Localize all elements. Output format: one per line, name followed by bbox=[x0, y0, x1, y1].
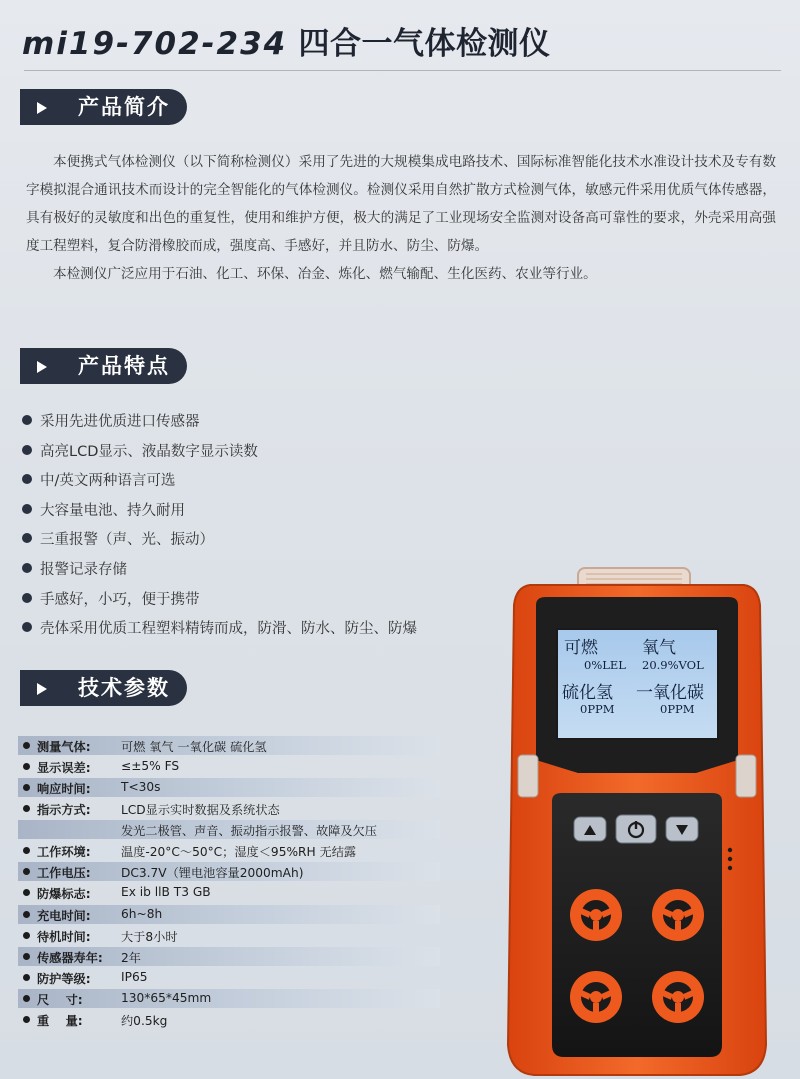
down-button bbox=[666, 817, 698, 841]
spec-value: 2年 bbox=[121, 950, 141, 965]
intro-text bbox=[26, 148, 776, 288]
feature-text: 报警记录存储 bbox=[40, 561, 127, 578]
list-item bbox=[22, 497, 417, 527]
spec-value: Ex ib llB T3 GB bbox=[121, 885, 211, 900]
title-divider bbox=[24, 70, 781, 71]
section-title: 产品简介 bbox=[78, 95, 170, 119]
bullet-icon bbox=[22, 474, 32, 484]
spec-value: 温度-20°C～50°C；湿度＜95%RH 无结露 bbox=[121, 845, 357, 860]
spec-value: IP65 bbox=[121, 969, 148, 984]
bullet-icon bbox=[22, 415, 32, 425]
lcd-reading: 0PPM bbox=[580, 702, 615, 716]
power-button bbox=[616, 815, 656, 843]
bullet-icon bbox=[23, 911, 30, 918]
bullet-icon bbox=[23, 742, 30, 749]
lcd-gas-name: 氧气 bbox=[642, 638, 676, 658]
spec-value: T<30s bbox=[121, 780, 161, 795]
sensor-port-1 bbox=[570, 889, 622, 941]
bullet-icon bbox=[23, 995, 30, 1002]
bullet-icon bbox=[23, 805, 30, 812]
spec-label: 测量气体: bbox=[37, 740, 91, 754]
spec-row bbox=[18, 735, 440, 756]
spec-row bbox=[18, 1009, 440, 1030]
list-item bbox=[22, 467, 417, 497]
feature-text: 采用先进优质进口传感器 bbox=[40, 414, 200, 430]
spec-label: 响应时间: bbox=[37, 782, 91, 797]
section-header-intro bbox=[20, 89, 187, 125]
spec-label: 充电时间: bbox=[37, 908, 91, 923]
triangle-icon bbox=[37, 102, 47, 114]
spec-row bbox=[18, 861, 440, 882]
bullet-icon bbox=[23, 763, 30, 770]
section-header-specs bbox=[20, 670, 187, 706]
feature-text: 中/英文两种语言可选 bbox=[40, 473, 176, 490]
bullet-icon bbox=[23, 974, 30, 981]
section-header-features bbox=[20, 348, 187, 384]
spec-value: ≤±5% FS bbox=[121, 759, 180, 774]
sensor-port-4 bbox=[652, 971, 704, 1023]
spec-label: 防爆标志: bbox=[37, 887, 91, 902]
model-number: mi19-702-234 bbox=[22, 26, 288, 62]
lcd-gas-name: 一氧化碳 bbox=[636, 683, 704, 703]
bullet-icon bbox=[22, 593, 32, 603]
spec-value: 发光二极管、声音、振动指示报警、故障及欠压 bbox=[121, 824, 377, 839]
feature-text: 手感好，小巧，便于携带 bbox=[40, 591, 200, 608]
bullet-icon bbox=[22, 445, 32, 455]
left-grille bbox=[518, 755, 538, 797]
list-item bbox=[22, 615, 417, 645]
spec-label: 尺 寸: bbox=[37, 992, 83, 1007]
spec-row bbox=[18, 904, 440, 925]
list-item bbox=[22, 526, 417, 556]
spec-value: LCD显示实时数据及系统状态 bbox=[121, 803, 280, 818]
product-name: 四合一气体检测仪 bbox=[298, 26, 551, 62]
lcd-reading: 20.9%VOL bbox=[642, 658, 704, 672]
spec-label: 指示方式: bbox=[37, 803, 91, 818]
bullet-icon bbox=[23, 953, 30, 960]
triangle-icon bbox=[37, 683, 47, 695]
spec-row bbox=[18, 840, 440, 861]
bullet-icon bbox=[22, 504, 32, 514]
up-button bbox=[574, 817, 606, 841]
list-item bbox=[22, 408, 417, 438]
spec-value: 大于8小时 bbox=[121, 929, 178, 944]
page-title bbox=[22, 18, 551, 63]
sensor-port-2 bbox=[652, 889, 704, 941]
bullet-icon bbox=[23, 932, 30, 939]
spec-row bbox=[18, 756, 440, 777]
lcd-reading: 0%LEL bbox=[584, 658, 626, 672]
bullet-icon bbox=[22, 533, 32, 543]
section-title: 技术参数 bbox=[78, 676, 170, 700]
spec-row bbox=[18, 777, 440, 798]
spec-row bbox=[18, 925, 440, 946]
spec-label: 工作电压: bbox=[37, 866, 91, 881]
bullet-icon bbox=[22, 563, 32, 573]
spec-label: 待机时间: bbox=[37, 929, 91, 944]
spec-value: DC3.7V（锂电池容量2000mAh) bbox=[121, 866, 304, 881]
spec-value: 约0.5kg bbox=[121, 1014, 168, 1029]
bullet-icon bbox=[23, 889, 30, 896]
section-title: 产品特点 bbox=[78, 354, 170, 378]
feature-text: 大容量电池、持久耐用 bbox=[40, 502, 185, 519]
triangle-icon bbox=[37, 361, 47, 373]
bullet-icon bbox=[22, 622, 32, 632]
spec-label: 工作环境: bbox=[37, 845, 91, 860]
list-item bbox=[22, 556, 417, 586]
lcd-gas-name: 可燃 bbox=[564, 638, 598, 658]
list-item bbox=[22, 438, 417, 468]
right-grille bbox=[736, 755, 756, 797]
spec-label: 重 量: bbox=[37, 1014, 83, 1029]
feature-list bbox=[22, 408, 417, 645]
spec-row bbox=[18, 946, 440, 967]
spec-row bbox=[18, 988, 440, 1009]
spec-row bbox=[18, 882, 440, 903]
spec-label: 传感器寿年: bbox=[37, 950, 103, 965]
lcd-screen bbox=[556, 628, 719, 740]
feature-text: 高亮LCD显示、液晶数字显示读数 bbox=[40, 443, 258, 460]
spec-value: 6h~8h bbox=[121, 906, 163, 921]
feature-text: 壳体采用优质工程塑料精铸而成，防滑、防水、防尘、防爆 bbox=[40, 621, 417, 638]
intro-paragraph: 本检测仪广泛应用于石油、化工、环保、冶金、炼化、燃气输配、生化医药、农业等行业。 bbox=[53, 266, 597, 282]
spec-value: 可燃 氧气 一氧化碳 硫化氢 bbox=[121, 740, 267, 754]
gas-detector-device bbox=[506, 565, 768, 1079]
bullet-icon bbox=[23, 847, 30, 854]
sensor-port-3 bbox=[570, 971, 622, 1023]
spec-row bbox=[18, 967, 440, 988]
spec-row bbox=[18, 798, 440, 840]
spec-value: 130*65*45mm bbox=[121, 990, 212, 1005]
spec-label: 显示误差: bbox=[37, 761, 91, 776]
intro-paragraph: 本便携式气体检测仪（以下简称检测仪）采用了先进的大规模集成电路技术、国际标准智能化技术水准设计技术及专有数字模拟混合通讯技术而设计的完全智能化的气体检测仪。检测仪采用自然扩散方式检测气体，敏感元件采用优质气体传感器，具有极好的灵敏度和出色的重复性，使用和维护方便，极大的满足了工业现场安全监测对设备高可靠性的要求，外壳采用高强度工程塑料，复合防滑橡胶而成，强度高、手感好，并且防水、防尘、防爆。 bbox=[26, 154, 776, 254]
lcd-reading: 0PPM bbox=[660, 702, 695, 716]
lcd-gas-name: 硫化氢 bbox=[562, 683, 613, 703]
bullet-icon bbox=[23, 1016, 30, 1023]
feature-text: 三重报警（声、光、振动） bbox=[40, 532, 214, 549]
spec-table bbox=[18, 735, 440, 1030]
spec-label: 防护等级: bbox=[37, 971, 91, 986]
list-item bbox=[22, 586, 417, 616]
